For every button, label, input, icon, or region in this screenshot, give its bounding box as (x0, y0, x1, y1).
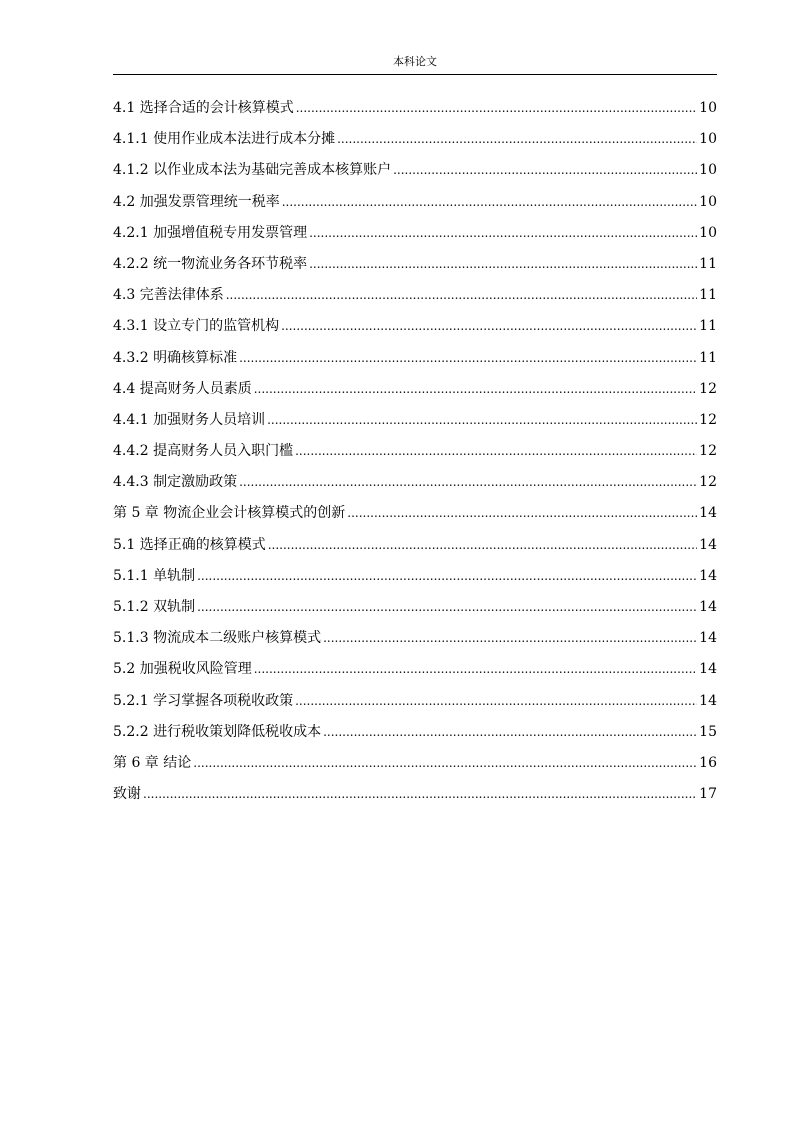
toc-entry-page: 14 (699, 567, 717, 584)
toc-entry-title: 5.1.3 物流成本二级账户核算模式 (113, 630, 322, 647)
toc-entry-title: 4.4.3 制定激励政策 (113, 474, 238, 491)
dot-leader (254, 662, 697, 676)
toc-entry-page: 10 (699, 162, 717, 179)
toc-entry-title: 5.2 加强税收风险管理 (113, 661, 252, 678)
header-title: 本科论文 (393, 55, 437, 68)
dot-leader (337, 132, 697, 146)
toc-entry[interactable] (113, 440, 717, 471)
toc-entry-title: 5.2.2 进行税收策划降低税收成本 (113, 723, 322, 740)
toc-entry[interactable] (113, 128, 717, 159)
toc-entry-title: 4.3 完善法律体系 (113, 287, 224, 304)
toc-entry-title: 4.4.2 提高财务人员入职门槛 (113, 443, 294, 460)
toc-entry[interactable] (113, 253, 717, 284)
toc-entry-page: 14 (699, 661, 717, 678)
toc-entry-page: 15 (699, 723, 717, 740)
toc-entry-page: 14 (699, 505, 717, 522)
toc-entry-title: 5.1.1 单轨制 (113, 567, 196, 584)
toc-entry[interactable] (113, 783, 717, 814)
toc-entry[interactable] (113, 565, 717, 596)
dot-leader (323, 725, 697, 739)
toc-entry-title: 4.1.1 使用作业成本法进行成本分摊 (113, 131, 336, 148)
toc-entry-title: 5.1.2 双轨制 (113, 599, 196, 615)
toc-entry-title: 4.4 提高财务人员素质 (113, 380, 252, 397)
toc-entry[interactable] (113, 658, 717, 689)
dot-leader (309, 226, 697, 240)
dot-leader (295, 694, 697, 708)
dot-leader (282, 195, 697, 209)
toc-entry-page: 14 (699, 692, 717, 709)
toc-entry[interactable] (113, 315, 717, 346)
toc-entry[interactable] (113, 627, 717, 658)
toc-entry-page: 10 (699, 100, 717, 116)
dot-leader (281, 319, 697, 333)
toc-entry-title: 致谢 (113, 786, 141, 803)
toc-entry-page: 11 (699, 318, 717, 335)
toc-entry-page: 11 (699, 287, 717, 304)
toc-entry-page: 10 (699, 193, 717, 210)
toc-entry-title: 第 5 章 物流企业会计核算模式的创新 (113, 505, 346, 522)
dot-leader (347, 506, 697, 520)
toc-entry-title: 第 6 章 结论 (113, 754, 192, 771)
toc-entry-title: 4.3.1 设立专门的监管机构 (113, 318, 280, 335)
toc-entry[interactable] (113, 690, 717, 721)
toc-entry[interactable] (113, 752, 717, 783)
dot-leader (295, 444, 697, 458)
toc-entry[interactable] (113, 222, 717, 253)
toc-entry[interactable] (113, 284, 717, 315)
toc-entry-title: 4.1.2 以作业成本法为基础完善成本核算账户 (113, 162, 392, 179)
dot-leader (239, 475, 697, 489)
dot-leader (309, 257, 697, 271)
toc-entry-title: 5.2.1 学习掌握各项税收政策 (113, 692, 294, 709)
toc-entry-page: 16 (699, 754, 717, 771)
dot-leader (197, 569, 697, 583)
page-header (113, 50, 717, 75)
toc-entry[interactable] (113, 596, 717, 627)
toc-entry-page: 17 (699, 786, 717, 803)
toc-entry-page: 10 (699, 131, 717, 148)
toc-entry-page: 12 (699, 443, 717, 460)
toc-entry-page: 12 (699, 411, 717, 428)
toc-entry[interactable] (113, 159, 717, 190)
dot-leader (239, 351, 697, 365)
dot-leader (268, 538, 697, 552)
dot-leader (267, 413, 697, 427)
toc-entry[interactable] (113, 347, 717, 378)
dot-leader (254, 382, 697, 396)
dot-leader (226, 288, 697, 302)
dot-leader (323, 631, 697, 645)
toc-entry-title: 4.2 加强发票管理统一税率 (113, 193, 280, 210)
dot-leader (197, 600, 697, 614)
toc-entry-page: 14 (699, 630, 717, 647)
toc-entry-page: 10 (699, 224, 717, 241)
toc-entry[interactable] (113, 97, 717, 128)
toc-entry[interactable] (113, 502, 717, 533)
dot-leader (296, 101, 697, 115)
toc-entry-page: 12 (699, 380, 717, 397)
table-of-contents (113, 97, 717, 814)
dot-leader (143, 787, 697, 801)
toc-entry-page: 14 (699, 536, 717, 553)
toc-entry-page: 12 (699, 474, 717, 491)
toc-entry-page: 14 (699, 599, 717, 615)
toc-entry-page: 11 (699, 349, 717, 366)
toc-entry[interactable] (113, 721, 717, 752)
toc-entry[interactable] (113, 534, 717, 565)
toc-entry-title: 4.4.1 加强财务人员培训 (113, 411, 266, 428)
toc-entry-title: 5.1 选择正确的核算模式 (113, 536, 266, 553)
toc-entry-title: 4.1 选择合适的会计核算模式 (113, 100, 294, 116)
toc-entry-page: 11 (699, 255, 717, 272)
toc-entry-title: 4.2.1 加强增值税专用发票管理 (113, 224, 308, 241)
toc-entry-title: 4.2.2 统一物流业务各环节税率 (113, 255, 308, 272)
dot-leader (193, 756, 697, 770)
dot-leader (393, 163, 697, 177)
toc-entry-title: 4.3.2 明确核算标准 (113, 349, 238, 366)
toc-entry[interactable] (113, 409, 717, 440)
toc-entry[interactable] (113, 378, 717, 409)
toc-entry[interactable] (113, 471, 717, 502)
toc-entry[interactable] (113, 191, 717, 222)
